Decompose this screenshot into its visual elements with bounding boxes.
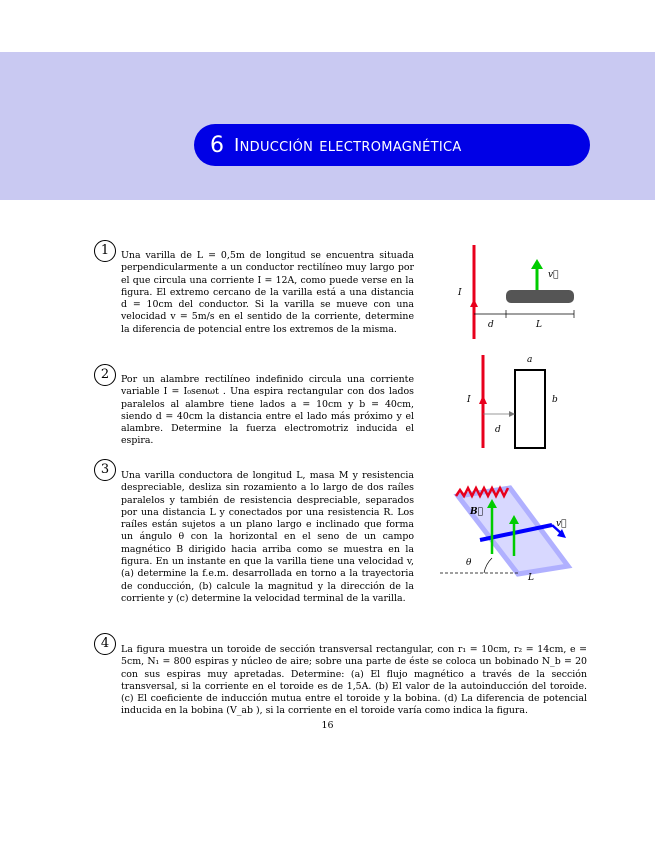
chapter-number: 6 [210,132,224,158]
problem-3-text: Una varilla conductora de longitud L, masa M y resistencia despreciable, desliza sin rozamiento a lo largo de dos raíles paralelos y también de resistencia despreciable, separados por una distancia L y conectados por una resistencia R. Los raíles están sujetos a un plano largo e inclinado que forma un ángulo θ con la horizontal en el seno de un campo magnético B dirigido hacia arriba como se muestra en la figura. En un instante en que la varilla tiene una velocidad v, (a) determine la f.e.m. desarrollada en torno a la trayectoria de conducción, (b) calcule la magnitud y la dirección de la corriente y (c) determine la velocidad terminal de la varilla. [121,470,414,604]
label-distance: d [488,320,494,330]
label-side-b: b [552,395,558,405]
figure-loop-near-wire [455,350,575,460]
problem-number-4: 4 [94,633,116,655]
problem-2-text: Por un alambre rectilíneo indefinido circula una corriente variable I = I₀senωt . Una espira rectangular con dos lados paralelos al alambre tiene lados a = 10cm y b = 40cm, siendo d = 40cm la distancia entre el lado más próximo y el alambre. Determine la fuerza electromotriz inducida el espira. [121,374,414,447]
current-arrow-icon [479,395,487,404]
page-number: 16 [321,720,334,731]
label-velocity: v⃗ [548,270,559,280]
angle-arc [484,558,492,573]
label-distance: d [495,425,501,435]
chapter-title-banner [194,124,590,166]
label-current: I [458,288,462,298]
problem-number-2: 2 [94,364,116,386]
problem-1-text: Una varilla de L = 0,5m de longitud se encuentra situada perpendicularmente a un conductor rectilíneo muy largo por el que circula una corriente I = 12A, como puede verse en la figura. El extremo cercano de la varilla está a una distancia d = 10cm del conductor. Si la varilla se mueve con una velocidad v = 5m/s en el sentido de la corriente, determine la diferencia de potencial entre los extremos de la misma. [121,250,414,335]
problem-number-1: 1 [94,240,116,262]
rod [506,290,574,303]
label-current: I [467,395,471,405]
problem-number-3: 3 [94,459,116,481]
rectangular-loop [515,370,545,448]
label-angle: θ [466,558,472,568]
label-field: B⃗ [470,507,484,517]
label-length: L [536,320,542,330]
figure-inclined-rails [440,470,600,590]
current-arrow-icon [470,299,478,307]
label-side-a: a [527,355,533,365]
problem-4-text: La figura muestra un toroide de sección transversal rectangular, con r₁ = 10cm, r₂ = 14cm, e = 5cm, N₁ = 800 espiras y núcleo de aire; sobre una parte de éste se coloca un bobinado N_b = 20 con sus espiras muy apretadas. Determine: (a) El flujo magnético a través de la sección transversal, si la corriente en el toroide es de 1,5A. (b) El valor de la autoinducción del toroide. (c) El coeficiente de inducción mutua entre el toroide y la bobina. (d) La diferencia de potencial inducida en la bobina (V_ab ), si la corriente en el toroide varía como indica la figura. [121,644,587,717]
figure-rod-near-wire [440,235,590,345]
label-length: L [528,573,534,583]
label-velocity: v⃗ [556,519,567,529]
velocity-arrow-head-icon [531,259,543,269]
chapter-title: Inducción electromagnética [234,134,462,156]
